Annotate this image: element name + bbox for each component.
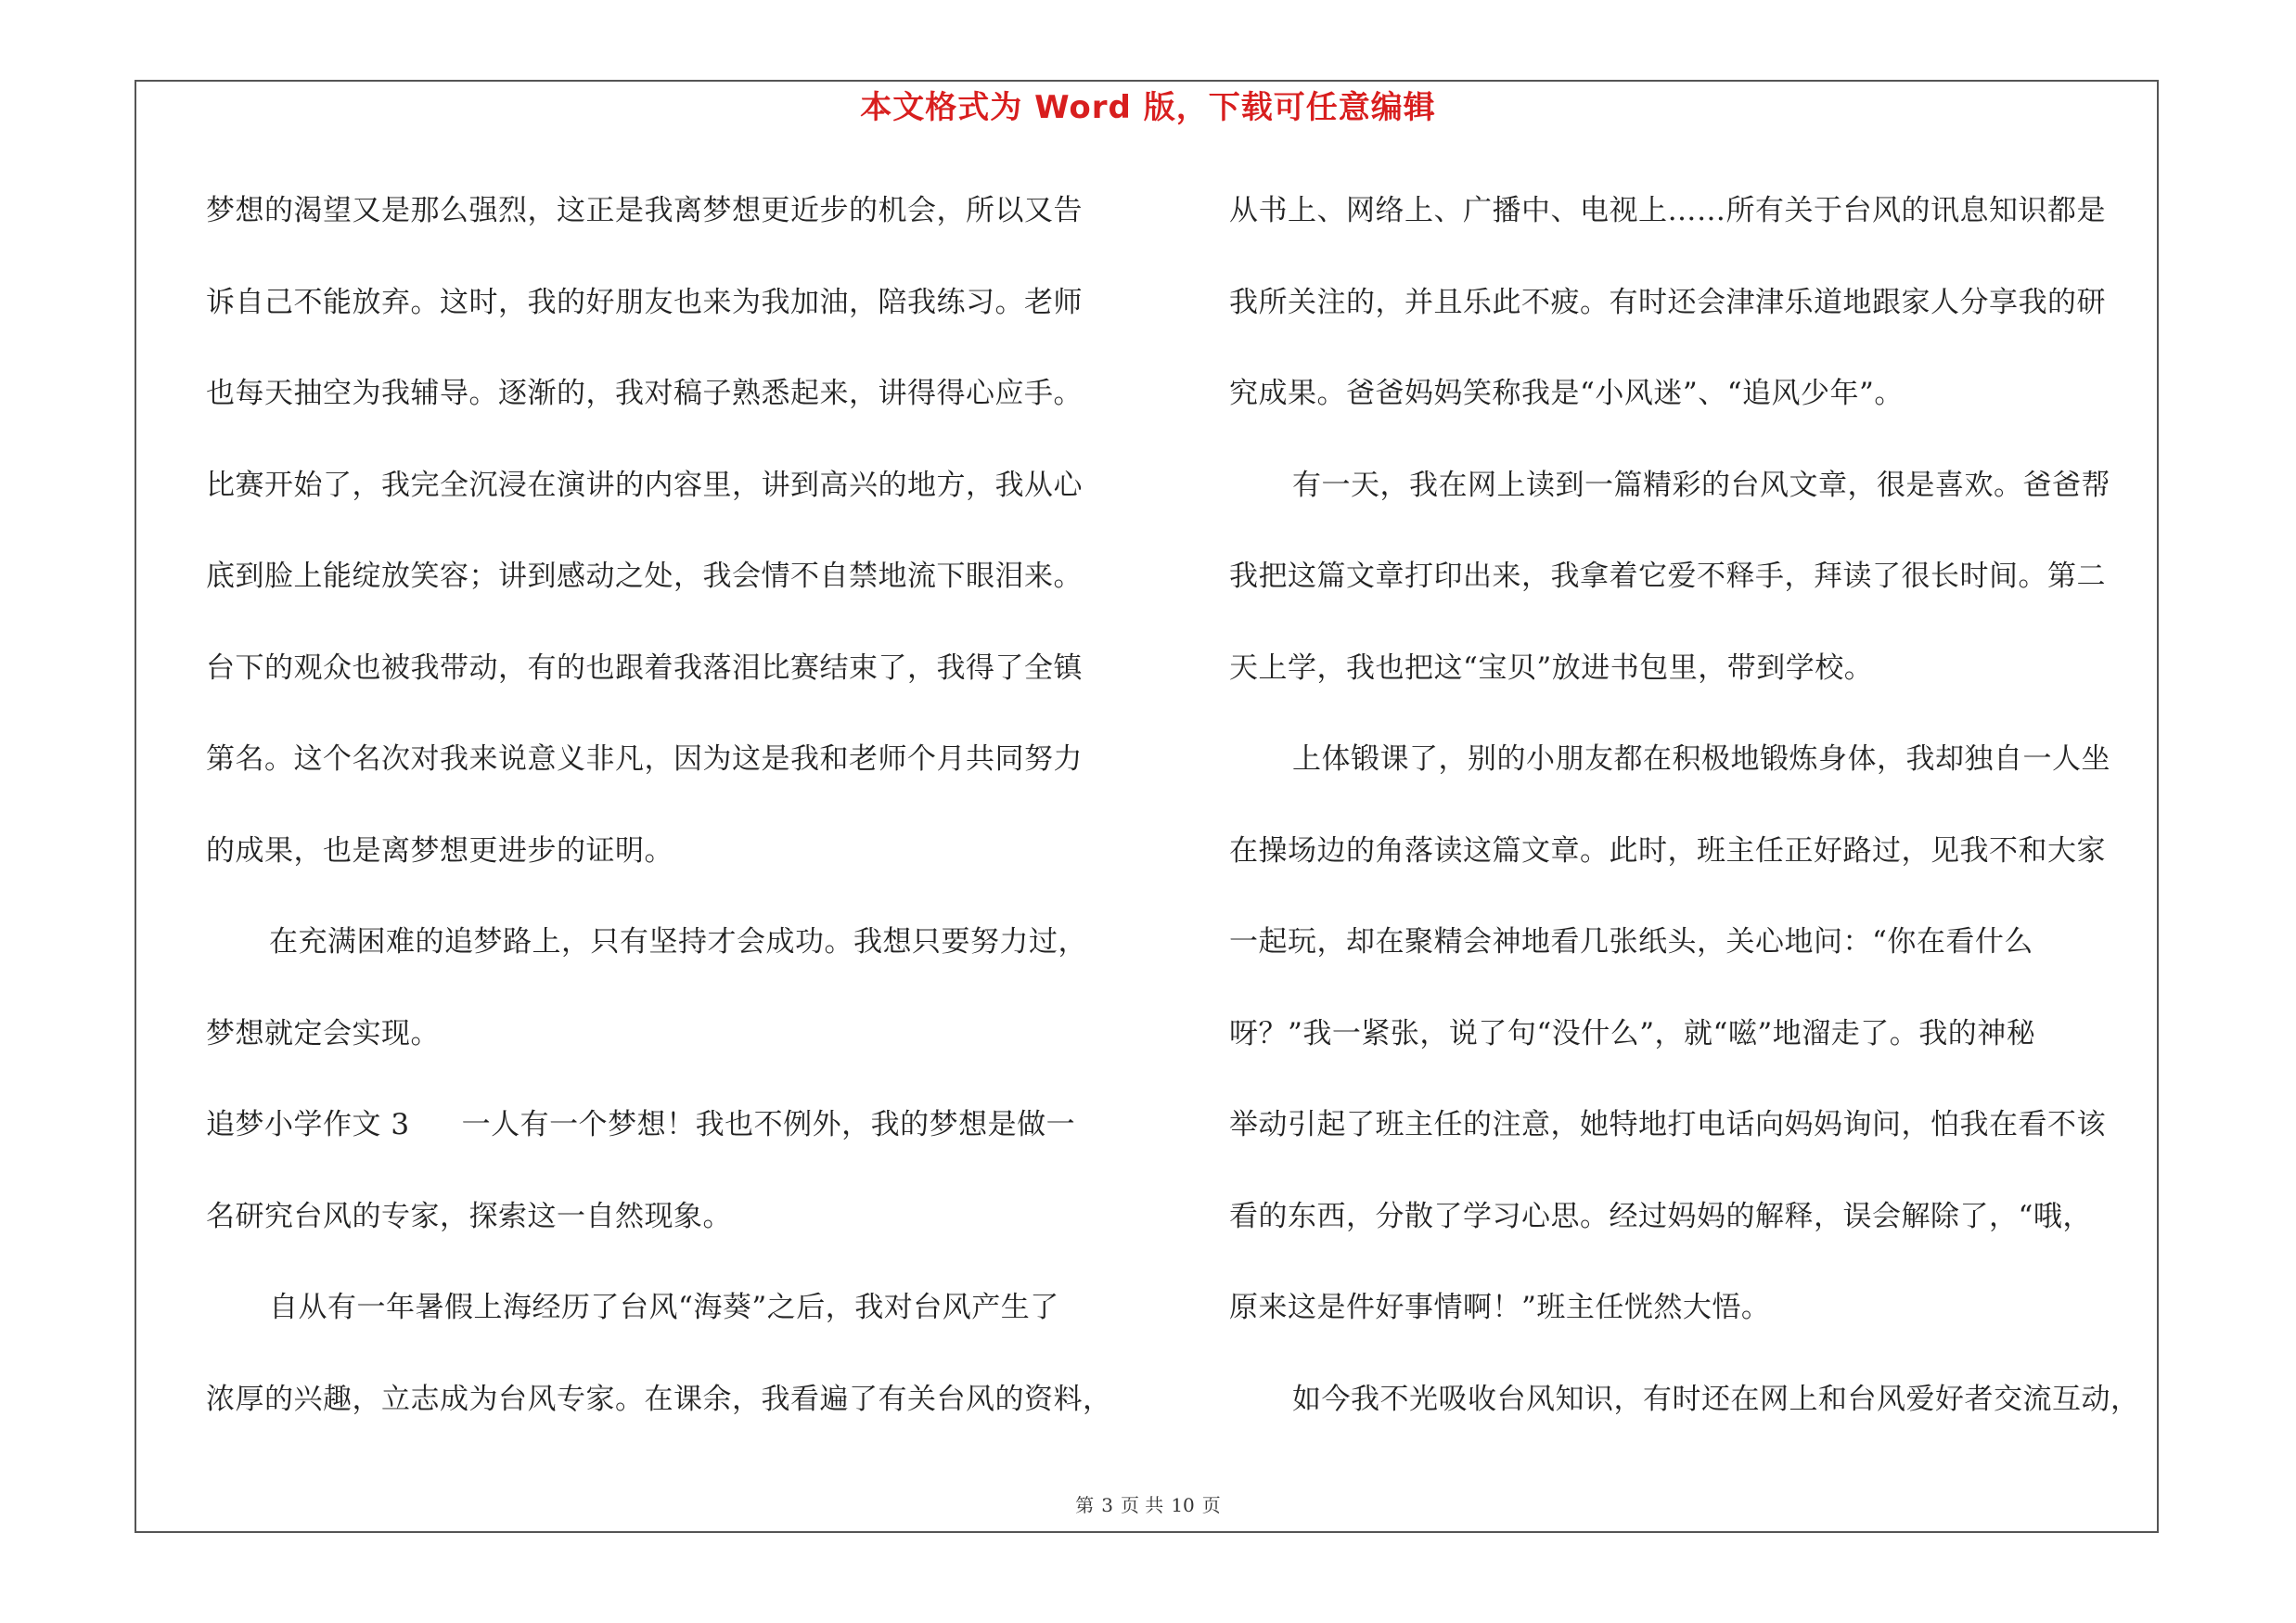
text-line: 我把这篇文章打印出来，我拿着它爱不释手，拜读了很长时间。第二: [1229, 560, 2106, 593]
essay-heading-line: [206, 1098, 1152, 1190]
text-line: 浓厚的兴趣，立志成为台风专家。在课余，我看遍了有关台风的资料，: [206, 1382, 1112, 1416]
text-line: 也每天抽空为我辅导。逐渐的，我对稿子熟悉起来，讲得得心应手。: [206, 377, 1083, 410]
text-line: 有一天，我在网上读到一篇精彩的台风文章，很是喜欢。爸爸帮: [1292, 468, 2110, 502]
text-line: 的成果，也是离梦想更进步的证明。: [206, 833, 673, 868]
text-line: 梦想就定会实现。: [206, 1016, 440, 1050]
text-line: 举动引起了班主任的注意，她特地打电话向妈妈询问，怕我在看不该: [1229, 1108, 2106, 1141]
text-line: 台下的观众也被我带动，有的也跟着我落泪比赛结束了，我得了全镇: [206, 650, 1083, 685]
text-line: 诉自己不能放弃。这时，我的好朋友也来为我加油，陪我练习。老师: [206, 285, 1083, 319]
text-line: 究成果。爸爸妈妈笑称我是“小风迷”、“追风少年”。: [1229, 377, 1904, 410]
essay-title: 追梦小学作文 3: [206, 1108, 410, 1141]
text-line: 看的东西，分散了学习心思。经过妈妈的解释，误会解除了，“哦，: [1229, 1199, 2092, 1233]
footer-middle: 页 共: [1120, 1494, 1164, 1516]
footer-prefix: 第: [1075, 1494, 1095, 1516]
text-line: 上体锻课了，别的小朋友都在积极地锻炼身体，我却独自一人坐: [1292, 742, 2110, 776]
text-line: 自从有一年暑假上海经历了台风“海葵”之后，我对台风产生了: [269, 1291, 1059, 1324]
text-line: 原来这是件好事情啊！”班主任恍然大悟。: [1229, 1291, 1771, 1324]
document-banner: 本文格式为 Word 版，下载可任意编辑: [860, 89, 1436, 126]
right-text-column: [1229, 184, 2175, 1463]
footer-suffix: 页: [1201, 1494, 1221, 1516]
essay-opening-text: 一人有一个梦想！我也不例外，我的梦想是做一: [461, 1108, 1076, 1141]
text-line: 第名。这个名次对我来说意义非凡，因为这是我和老师个月共同努力: [206, 742, 1083, 776]
text-line: 一起玩，却在聚精会神地看几张纸头，关心地问：“你在看什么: [1229, 925, 2033, 959]
text-line: 在充满困难的追梦路上，只有坚持才会成功。我想只要努力过，: [269, 925, 1087, 959]
text-line: 底到脸上能绽放笑容；讲到感动之处，我会情不自禁地流下眼泪来。: [206, 560, 1083, 593]
text-line: 在操场边的角落读这篇文章。此时，班主任正好路过，见我不和大家: [1229, 833, 2106, 868]
left-text-column: [206, 184, 1152, 1463]
text-line: 我所关注的，并且乐此不疲。有时还会津津乐道地跟家人分享我的研: [1229, 285, 2106, 319]
footer-current-page: 3: [1101, 1494, 1113, 1516]
text-line: 比赛开始了，我完全沉浸在演讲的内容里，讲到高兴的地方，我从心: [206, 468, 1083, 502]
page-number-footer: [0, 1493, 2296, 1517]
footer-total-pages: 10: [1171, 1494, 1195, 1516]
text-line: 梦想的渴望又是那么强烈，这正是我离梦想更近步的机会，所以又告: [206, 194, 1083, 227]
text-line: 名研究台风的专家，探索这一自然现象。: [206, 1199, 732, 1233]
text-line: 天上学，我也把这“宝贝”放进书包里，带到学校。: [1229, 650, 1874, 685]
text-line: 呀？”我一紧张，说了句“没什么”，就“嗞”地溜走了。我的神秘: [1229, 1016, 2036, 1050]
text-line: 如今我不光吸收台风知识，有时还在网上和台风爱好者交流互动，: [1292, 1382, 2140, 1416]
text-line: 从书上、网络上、广播中、电视上……所有关于台风的讯息知识都是: [1229, 194, 2106, 227]
